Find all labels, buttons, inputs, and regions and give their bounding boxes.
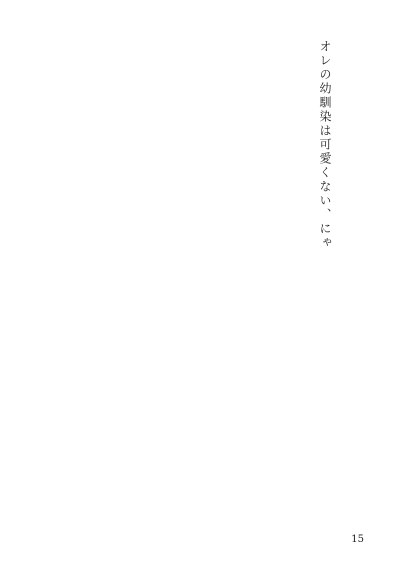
chapter-title: オレの幼馴染は可愛くない、にゃ [318, 40, 332, 250]
page-number: 15 [351, 534, 364, 545]
